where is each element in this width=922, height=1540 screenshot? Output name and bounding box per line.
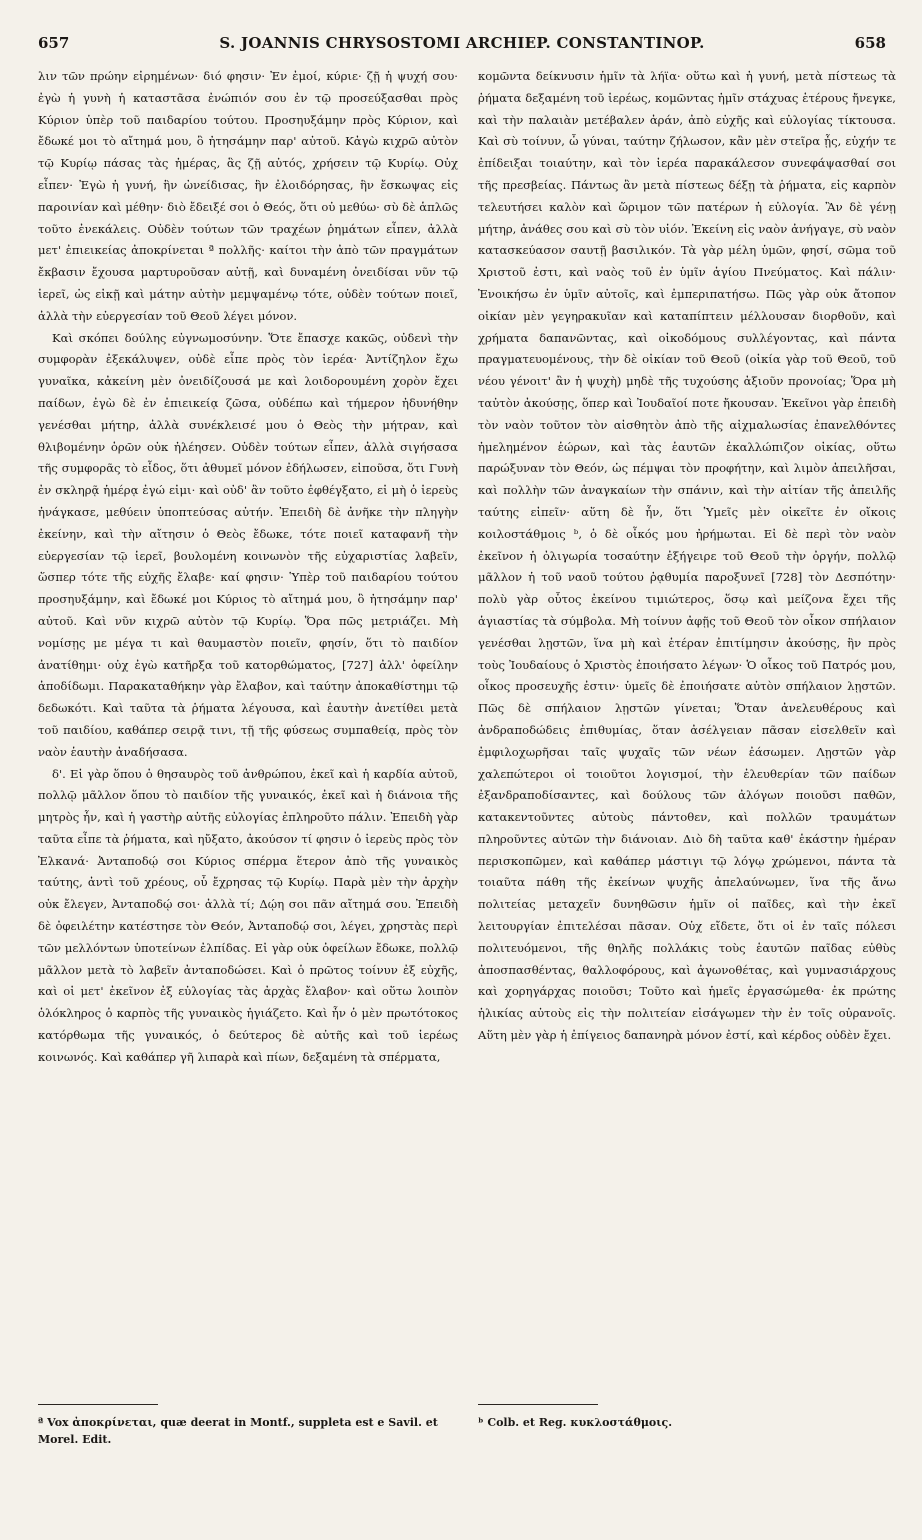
page-number-left: 657 [38,34,70,52]
running-title: S. JOANNIS CHRYSOSTOMI ARCHIEP. CONSTANTINOP. [219,34,705,52]
left-paragraph-1: λιν τῶν πρώην εἰρημένων· διό φησιν· Ἐν ἐμοί, κύριε· ζῇ ἡ ψυχή σου· ἐγὼ ἡ γυνὴ ἡ καταστᾶσα ἐνώπιόν σου ἐν τῷ προσεύξασθαι πρὸς Κύριον ὑπὲρ τοῦ παιδαρίου τούτου. Προσηυξάμην πρὸς Κύριον, καὶ ἔδωκέ μοι τὸ αἴτημά μου, ὃ ἠτησάμην παρ' αὐτοῦ. Κἀγὼ κιχρῶ αὐτὸν τῷ Κυρίῳ πάσας τὰς ἡμέρας, ἃς ζῇ αὐτός, χρήσειν τῷ Κυρίῳ. Οὐχ εἶπεν· Ἐγὼ ἡ γυνή, ἣν ὠνείδισας, ἣν ἐλοιδόρησας, ἣν ἔσκωψας εἰς παροινίαν καὶ μέθην· διὸ ἔδειξέ σοι ὁ Θεός, ὅτι οὐ μεθύω· σὺ δὲ ἁπλῶς τοῦτο ἐνεκάλεις. Οὐδὲν τούτων τῶν τραχέων ῥημάτων εἶπεν, ἀλλὰ μετ' ἐπιεικείας ἀποκρίνεται ª πολλῆς· καίτοι τὴν ἀπὸ τῶν πραγμάτων ἔκβασιν ἔχουσα μαρτυροῦσαν αὐτῇ, καὶ δυναμένη ὀνειδίσαι νῦν τῷ ἱερεῖ, ὡς εἰκῇ καὶ μάτην αὐτὴν μεμψαμένῳ τότε, οὐδὲν τούτων ποιεῖ, ἀλλὰ τὴν εὐεργεσίαν τοῦ Θεοῦ λέγει μόνον. [38,69,458,323]
left-paragraph-3: δ'. Εἰ γὰρ ὅπου ὁ θησαυρὸς τοῦ ἀνθρώπου, ἐκεῖ καὶ ἡ καρδία αὐτοῦ, πολλῷ μᾶλλον ὅπου τὸ παιδίον τῆς γυναικός, ἐκεῖ καὶ ἡ διάνοια τῆς μητρὸς ἦν, καὶ ἡ γαστὴρ αὐτῆς εὐλογίας ἐπληροῦτο πάλιν. Ἐπειδὴ γὰρ ταῦτα εἶπε τὰ ῥήματα, καὶ ηὔξατο, ἀκούσον τί φησιν ὁ ἱερεὺς πρὸς τὸν Ἐλκανά· Ἀνταποδῴ σοι Κύριος σπέρμα ἕτερον ἀπὸ τῆς γυναικὸς ταύτης, ἀντὶ τοῦ χρέους, οὗ ἔχρησας τῷ Κυρίῳ. Παρὰ μὲν τὴν ἀρχὴν οὐκ ἔλεγεν, Ἀνταποδῴ σοι· ἀλλὰ τί; Δῴη σοι πᾶν αἴτημά σου. Ἐπειδὴ δὲ ὀφειλέτην κατέστησε τὸν Θεόν, Ἀνταποδῴ σοι, λέγει, χρηστὰς περὶ τῶν μελλόντων ὑποτείνων ἐλπίδας. Εἰ γὰρ οὐκ ὀφείλων ἔδωκε, πολλῷ μᾶλλον μετὰ τὸ λαβεῖν ἀνταποδώσει. Καὶ ὁ πρῶτος τοίνυν ἐξ εὐχῆς, καὶ οἱ μετ' ἐκεῖνον ἐξ εὐλογίας τὰς ἀρχὰς ἔλαβον· καὶ οὕτω λοιπὸν ὁλόκληρος ὁ καρπὸς τῆς γυναικὸς ἡγιάζετο. Καὶ ἦν ὁ μὲν πρωτότοκος κατόρθωμα τῆς γυναικός, ὁ δεύτερος δὲ αὐτῆς καὶ τοῦ ἱερέως κοινωνός. Καὶ καθάπερ γῆ λιπαρὰ καὶ πίων, δεξαμένη τὰ σπέρματα, [38,766,458,1064]
page-header [38,34,886,56]
page-number-right: 658 [854,34,886,52]
footnote-left: ª Vox ἀποκρίνεται, quæ deerat in Montf., suppleta est e Savil. et Morel. Edit. [38,1416,438,1446]
right-column [478,66,896,1047]
footnote-rule-left [38,1404,158,1405]
right-paragraph-1: κομῶντα δείκνυσιν ἡμῖν τὰ λήϊα· οὕτω καὶ ἡ γυνή, μετὰ πίστεως τὰ ῥήματα δεξαμένη τοῦ ἱερέως, κομῶντας ἡμῖν στάχυας ἑτέρους ἤνεγκε, καὶ τὴν παλαιὰν μετέβαλεν ἀράν, ἀπὸ εὐχῆς καὶ εὐλογίας τίκτουσα. Καὶ σὺ τοίνυν, ὦ γύναι, ταύτην ζήλωσον, κἂν μὲν στεῖρα ᾖς, εὐχήν τε ἐπίδειξαι τοιαύτην, καὶ τὸν ἱερέα παρακάλεσον συνεφάψασθαί σοι τῆς πρεσβείας. Πάντως ἂν μετὰ πίστεως δέξῃ τὰ ῥήματα, εἰς καρπὸν τελευτήσει καλὸν καὶ ὥριμον τῶν πατέρων ἡ εὐλογία. Ἂν δὲ γένῃ μήτηρ, ἀνάθες σου καὶ σὺ τὸν υἱόν. Ἐκείνη εἰς ναὸν ἀνήγαγε, σὺ ναὸν κατασκεύασον σαυτῇ βασιλικόν. Τὰ γὰρ μέλη ὑμῶν, φησί, σῶμα τοῦ Χριστοῦ ἐστι, καὶ ναὸς τοῦ ἐν ὑμῖν ἁγίου Πνεύματος. Καὶ πάλιν· Ἐνοικήσω ἐν ὑμῖν αὐτοῖς, καὶ ἐμπεριπατήσω. Πῶς γὰρ οὐκ ἄτοπον οἰκίαν μὲν γεγηρακυῖαν καὶ καταπίπτειν μέλλουσαν διορθοῦν, καὶ χρήματα δαπανῶντας, καὶ οἰκοδόμους συλλέγοντας, καὶ πάντα πραγματευομένους, τὴν δὲ οἰκίαν τοῦ Θεοῦ (οἰκία γὰρ τοῦ Θεοῦ, τοῦ νέου γένοιτ' ἂν ἡ ψυχὴ) μηδὲ τῆς τυχούσης ἀξιοῦν προνοίας; Ὅρα μὴ ταὐτὸν ἀκούσῃς, ὅπερ καὶ Ἰουδαῖοί ποτε ἤκουσαν. Ἐκεῖνοι γὰρ ἐπειδὴ τὸν ναὸν τοῦτον τὸν αἰσθητὸν ἀπὸ τῆς αἰχμαλωσίας ἐπανελθόντες ἠμελημένον ἑώρων, καὶ τὰς ἑαυτῶν ἐκαλλώπιζον οἰκίας, οὕτω παρώξυναν τὸν Θεόν, ὡς πέμψαι τὸν προφήτην, καὶ λιμὸν ἀπειλῆσαι, καὶ πολλὴν τῶν ἀναγκαίων τὴν σπάνιν, καὶ τὴν αἰτίαν τῆς ἀπειλῆς ταύτης εἰπεῖν· αὕτη δὲ ἦν, ὅτι Ὑμεῖς μὲν οἰκεῖτε ἐν οἴκοις κοιλοστάθμοις ᵇ, ὁ δὲ οἶκός μου ἠρήμωται. Εἰ δὲ περὶ τὸν ναὸν ἐκεῖνον ἡ ὀλιγωρία τοσαύτην ἐξήγειρε τοῦ Θεοῦ τὴν ὀργήν, πολλῷ μᾶλλον ἡ τοῦ ναοῦ τούτου ῥᾳθυμία παροξυνεῖ [728] τὸν Δεσπότην· πολὺ γὰρ οὗτος ἐκείνου τιμιώτερος, ὅσῳ καὶ μείζονα ἔχει τῆς ἁγιαστίας τὰ σύμβολα. Μὴ τοίνυν ἀφῇς τοῦ Θεοῦ τὸν οἶκον σπήλαιον γενέσθαι λῃστῶν, ἵνα μὴ καὶ ἑτέραν ἐπιτίμησιν ἀκούσῃς, ἣν πρὸς τοὺς Ἰουδαίους ὁ Χριστὸς ἐποιήσατο λέγων· Ὁ οἶκος τοῦ Πατρός μου, οἶκος προσευχῆς ἐστιν· ὑμεῖς δὲ ἐποιήσατε αὐτὸν σπήλαιον λῃστῶν. Πῶς δὲ σπήλαιον λῃστῶν γίνεται; Ὅταν ἀνελευθέρους καὶ ἀνδραποδώδεις ἐπιθυμίας, ὅταν ἀσέλγειαν πᾶσαν εἰσελθεῖν καὶ ἐμφιλοχωρῆσαι ταῖς ψυχαῖς τῶν νέων ἐάσωμεν. Λῃστῶν γὰρ χαλεπώτεροι οἱ τοιοῦτοι λογισμοί, τὴν ἐλευθερίαν τῶν παίδων ἐξανδραποδίσαντες, καὶ δούλους τῶν ἀλόγων ποιοῦσι παθῶν, κατακεντοῦντες αὐτοὺς πάντοθεν, καὶ πολλῶν τραυμάτων πληροῦντες αὐτῶν τὴν διάνοιαν. Διὸ δὴ ταῦτα καθ' ἑκάστην ἡμέραν περισκοπῶμεν, καὶ καθάπερ μάστιγι τῷ λόγῳ χρώμενοι, πάντα τὰ τοιαῦτα πάθη τῆς ἐκείνων ψυχῆς ἀπελαύνωμεν, ἵνα τῆς ἄνω πολιτείας μεταχεῖν δυνηθῶσιν ἡμῖν οἱ παῖδες, καὶ τὴν ἐκεῖ λειτουργίαν ἐπιτελέσαι πᾶσαν. Οὐχ εἴδετε, ὅτι οἱ ἐν ταῖς πόλεσι πολιτευόμενοι, τῆς θηλῆς πολλάκις τοὺς ἑαυτῶν παῖδας εὐθὺς ἀποσπασθέντας, θαλλοφόρους, καὶ ἀγωνοθέτας, καὶ γυμνασιάρχους καὶ χορηγάρχας ποιοῦσι; Τοῦτο καὶ ἡμεῖς ἐργασώμεθα· ἐκ πρώτης ἡλικίας αὐτοὺς εἰς τὴν πολιτείαν εἰσάγωμεν τὴν ἐν τοῖς οὐρανοῖς. Αὕτη μὲν γὰρ ἡ ἐπίγειος δαπανηρὰ μόνον ἐστί, καὶ κέρδος οὐδὲν ἔχει. [478,69,896,1043]
footnote-right: ᵇ Colb. et Reg. κυκλοστάθμοις. [478,1416,673,1429]
footnote-rule-right [478,1404,598,1405]
left-column [38,66,458,1069]
left-paragraph-2: Καὶ σκόπει δούλης εὐγνωμοσύνην. Ὅτε ἔπασχε κακῶς, οὐδενὶ τὴν συμφορὰν ἐξεκάλυψεν, οὐδὲ εἶπε πρὸς τὸν ἱερέα· Ἀντίζηλον ἔχω γυναῖκα, κἀκείνη μὲν ὀνειδίζουσά με καὶ λοιδορουμένη χορὸν ἔχει παίδων, ἐγὼ δὲ ἐν ἐπιεικείᾳ ζῶσα, οὐδέπω καὶ τήμερον ἠδυνήθην γενέσθαι μήτηρ, ἀλλὰ συνέκλεισέ μου ὁ Θεὸς τὴν μήτραν, καὶ θλιβομένην ὁρῶν οὐκ ἠλέησεν. Οὐδὲν τούτων εἶπεν, ἀλλὰ σιγήσασα τῆς συμφορᾶς τὸ εἶδος, ὅτι ἀθυμεῖ μόνον ἐδήλωσεν, εἰποῦσα, ὅτι Γυνὴ ἐν σκληρᾷ ἡμέρᾳ ἐγώ εἰμι· καὶ οὐδ' ἂν τοῦτο ἐφθέγξατο, εἰ μὴ ὁ ἱερεὺς ἠνάγκασε, μεθύειν ὑποπτεύσας αὐτήν. Ἐπειδὴ δὲ ἀνῆκε τὴν πληγὴν ἐκείνην, καὶ τὴν αἴτησιν ὁ Θεὸς ἔδωκε, τότε ποιεῖ καταφανῆ τὴν εὐεργεσίαν τῷ ἱερεῖ, βουλομένη κοινωνὸν τῆς εὐχαριστίας λαβεῖν, ὥσπερ τότε τῆς εὐχῆς ἔλαβε· καί φησιν· Ὑπὲρ τοῦ παιδαρίου τούτου προσηυξάμην, καὶ ἔδωκέ μοι Κύριος τὸ αἴτημά μου, ὃ ἠτησάμην παρ' αὐτοῦ. Καὶ νῦν κιχρῶ αὐτὸν τῷ Κυρίῳ. Ὅρα πῶς μετριάζει. Μὴ νομίσῃς με μέγα τι καὶ θαυμαστὸν ποιεῖν, φησίν, ὅτι τὸ παιδίον ἀνατίθημι· οὐχ ἐγὼ κατῆρξα τοῦ κατορθώματος, [727] ἀλλ' ὀφείλην ἀποδίδωμι. Παρακαταθήκην γὰρ ἔλαβον, καὶ ταύτην ἀποκαθίστημι τῷ δεδωκότι. Καὶ ταῦτα τὰ ῥήματα λέγουσα, καὶ ἑαυτὴν ἀνετίθει μετὰ τοῦ παιδίου, καθάπερ σειρᾷ τινι, τῇ τῆς φύσεως συμπαθείᾳ, πρὸς τὸν ναὸν ἑαυτὴν ἀναδήσασα. [38,330,458,759]
